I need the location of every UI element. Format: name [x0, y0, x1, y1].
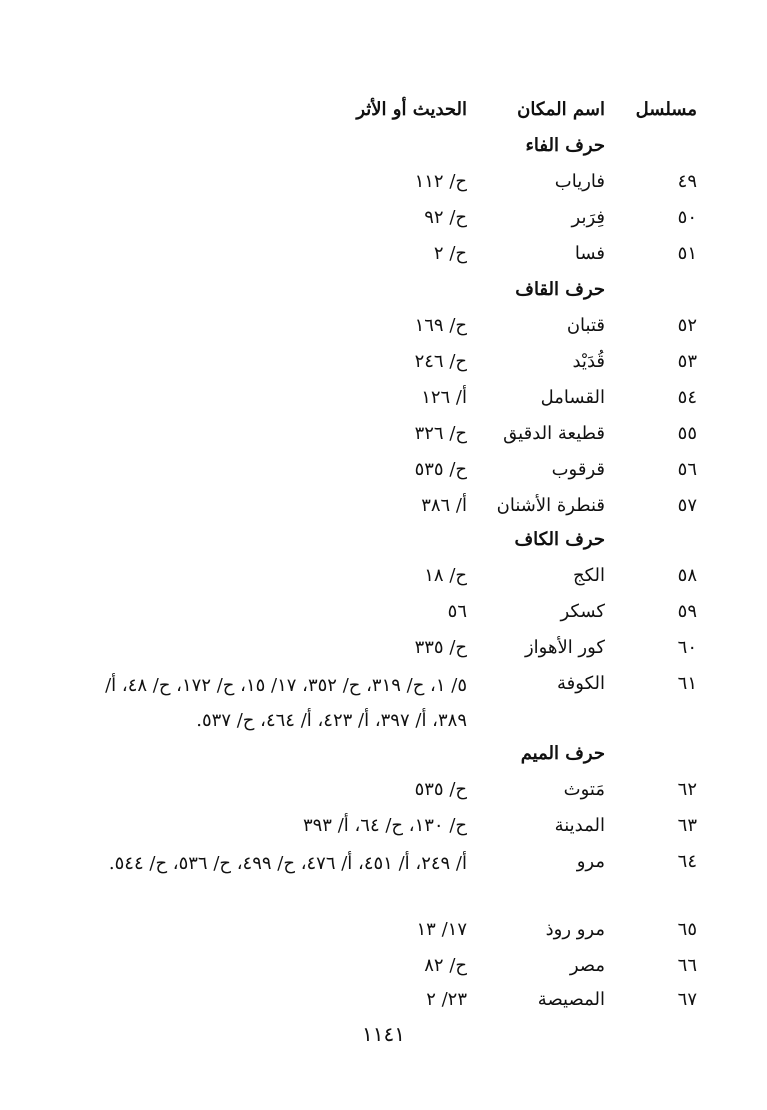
row-place: القسامل	[540, 387, 605, 408]
row-place: كسكر	[560, 601, 605, 622]
row-ref: ح/ ٢	[433, 243, 467, 264]
row-serial: ٦٢	[677, 779, 697, 800]
table-row	[0, 238, 767, 274]
table-header	[0, 94, 767, 130]
table-row	[0, 950, 767, 986]
row-place: مرو	[576, 851, 605, 872]
table-row	[0, 310, 767, 346]
row-place: فسا	[574, 243, 605, 264]
row-ref: ح/ ٩٢	[424, 207, 467, 228]
row-serial: ٥٢	[677, 315, 697, 336]
row-serial: ٦٣	[677, 815, 697, 836]
section-heading-mim	[0, 738, 767, 774]
table-row	[0, 202, 767, 238]
row-serial: ٥٦	[677, 459, 697, 480]
table-row	[0, 914, 767, 950]
row-serial: ٦٤	[677, 851, 697, 872]
section-title: حرف القاف	[515, 279, 605, 300]
row-ref: ١٧/ ١٣	[416, 919, 467, 940]
row-ref: ٢٣/ ٢	[426, 989, 467, 1010]
row-place: مرو روذ	[545, 919, 605, 940]
row-place: فِرَبر	[571, 207, 605, 228]
row-ref: ح/ ١٨	[424, 565, 467, 586]
row-place: قنطرة الأشنان	[496, 495, 605, 516]
section-heading-fa	[0, 130, 767, 166]
row-ref: ح/ ١٦٩	[414, 315, 467, 336]
row-serial: ٥٠	[677, 207, 697, 228]
row-serial: ٦٠	[677, 637, 697, 658]
row-serial: ٤٩	[677, 171, 697, 192]
header-serial: مسلسل	[635, 99, 697, 120]
table-row	[0, 166, 767, 202]
row-ref: ح/ ٢٤٦	[414, 351, 467, 372]
row-serial: ٥١	[677, 243, 697, 264]
row-serial: ٦٧	[677, 989, 697, 1010]
row-ref: ح/ ١٣٠، ح/ ٦٤، أ/ ٣٩٣	[302, 815, 467, 836]
row-place: قتبان	[566, 315, 605, 336]
row-place: المصيصة	[537, 989, 605, 1010]
row-serial: ٥٥	[677, 423, 697, 444]
row-ref: ح/ ٥٣٥	[414, 779, 467, 800]
row-serial: ٦٥	[677, 919, 697, 940]
row-serial: ٥٨	[677, 565, 697, 586]
row-ref: أ/ ٣٨٦	[421, 495, 467, 516]
row-place: مَتوث	[563, 779, 605, 800]
page-number: ١١٤١	[362, 1022, 405, 1046]
row-serial: ٥٣	[677, 351, 697, 372]
table-row	[0, 346, 767, 382]
row-ref: ٥/ ١، ح/ ٣١٩، ح/ ٣٥٢، ١٧/ ١٥، ح/ ١٧٢، ح/ ٤٨، أ/ ٣٨٩، أ/ ٣٩٧، أ/ ٤٢٣، أ/ ٤٦٤، ح/ ٥٣٧.	[105, 675, 467, 731]
table-row	[0, 560, 767, 596]
row-place: الكج	[572, 565, 605, 586]
row-place: الكوفة	[557, 673, 605, 694]
row-serial: ٦١	[677, 673, 697, 694]
table-row	[0, 984, 767, 1020]
row-serial: ٦٦	[677, 955, 697, 976]
table-row	[0, 490, 767, 526]
table-row	[0, 846, 767, 918]
table-row	[0, 596, 767, 632]
section-heading-qaf	[0, 274, 767, 310]
row-place: مصر	[569, 955, 605, 976]
section-title: حرف الميم	[520, 743, 605, 764]
table-row	[0, 382, 767, 418]
row-ref: ح/ ٣٣٥	[414, 637, 467, 658]
header-ref: الحديث أو الأثر	[356, 99, 467, 120]
row-serial: ٥٩	[677, 601, 697, 622]
row-ref: ح/ ٥٣٥	[414, 459, 467, 480]
row-place: قُدَيْد	[572, 351, 605, 372]
table-row	[0, 454, 767, 490]
section-title: حرف الكاف	[514, 529, 605, 550]
row-ref: أ/ ١٢٦	[421, 387, 467, 408]
row-serial: ٥٧	[677, 495, 697, 516]
table-row	[0, 418, 767, 454]
row-ref: ح/ ٣٢٦	[414, 423, 467, 444]
row-ref: ح/ ١١٢	[414, 171, 467, 192]
table-row	[0, 632, 767, 668]
table-row	[0, 810, 767, 846]
row-ref: ٥٦	[447, 601, 467, 622]
table-row	[0, 668, 767, 740]
header-place: اسم المكان	[517, 99, 605, 120]
row-place: قطيعة الدقيق	[503, 423, 605, 444]
section-heading-kaf	[0, 524, 767, 560]
row-place: المدينة	[554, 815, 605, 836]
row-ref: ح/ ٨٢	[424, 955, 467, 976]
row-place: كور الأهواز	[524, 637, 605, 658]
section-title: حرف الفاء	[525, 135, 605, 156]
row-place: قرقوب	[551, 459, 605, 480]
row-place: فارياب	[554, 171, 605, 192]
row-serial: ٥٤	[677, 387, 697, 408]
table-row	[0, 774, 767, 810]
row-ref: أ/ ٢٤٩، أ/ ٤٥١، أ/ ٤٧٦، ح/ ٤٩٩، ح/ ٥٣٦، ح/ ٥٤٤.	[108, 853, 467, 874]
